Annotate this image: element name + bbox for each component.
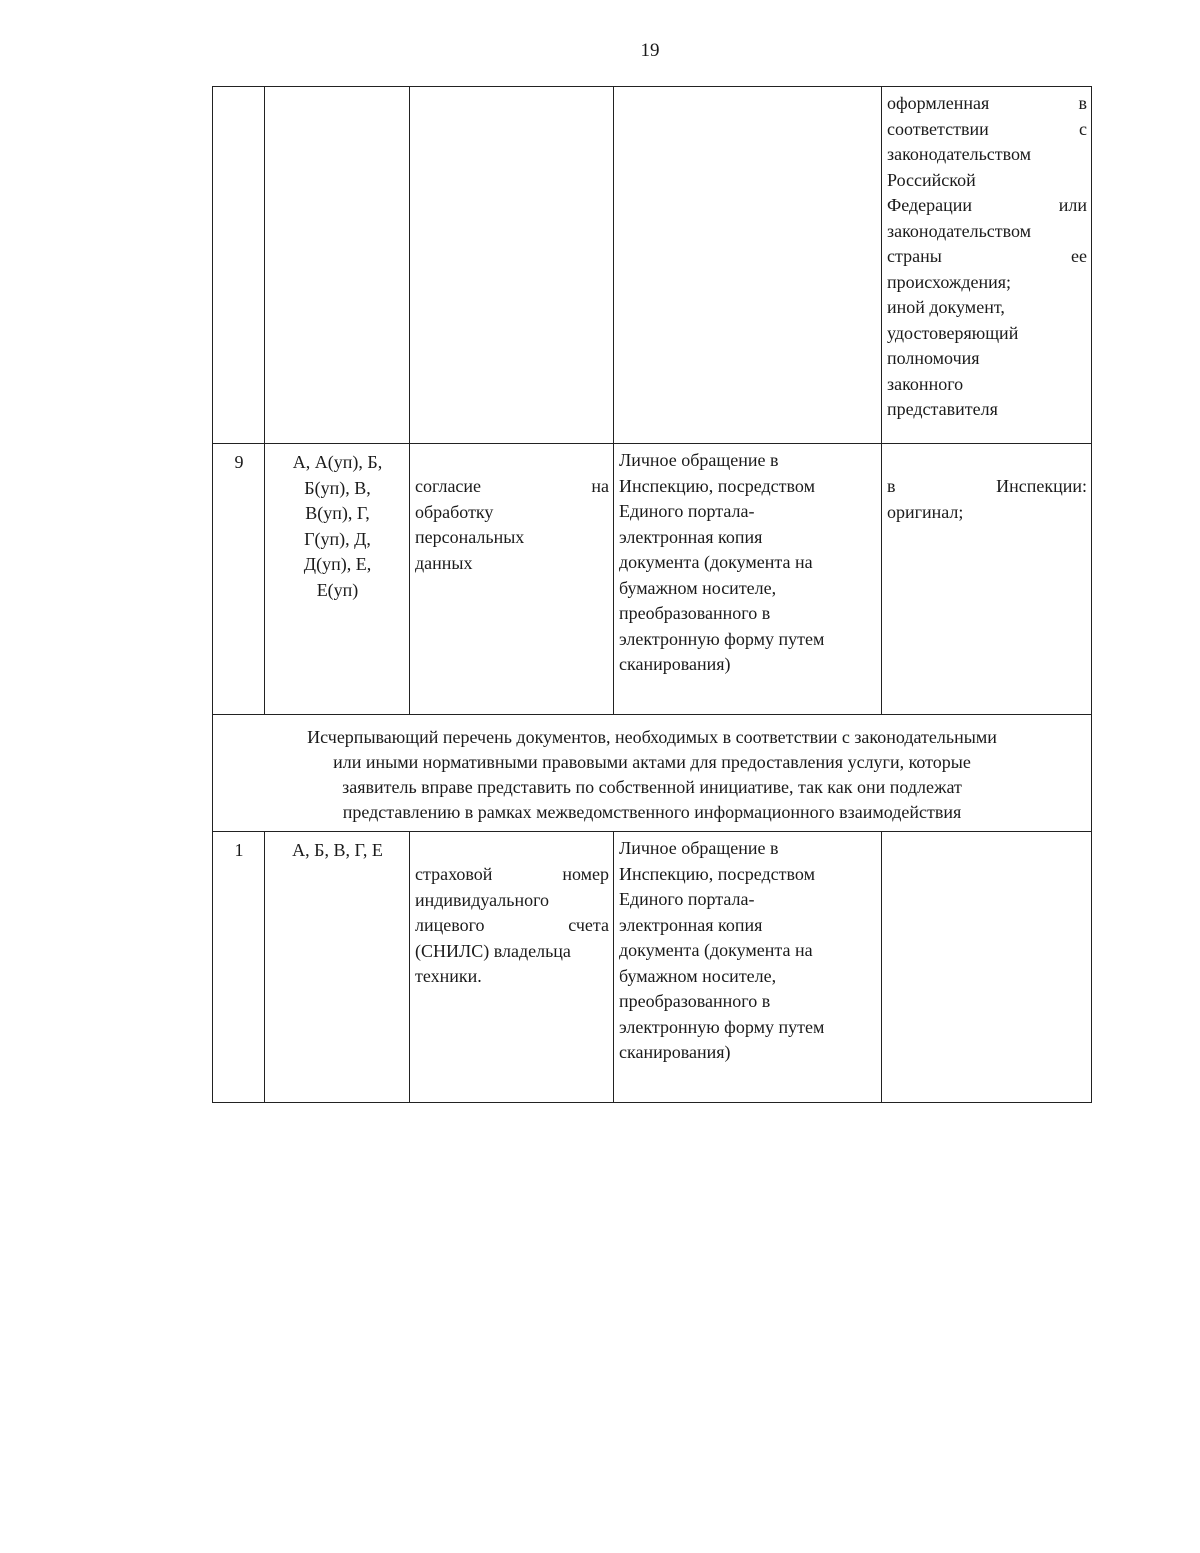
text-line: Инспекцию, посредством bbox=[619, 863, 815, 884]
text-word: индивидуального bbox=[415, 889, 550, 910]
text-line bbox=[415, 964, 609, 990]
text-line bbox=[887, 193, 1087, 219]
section-header bbox=[213, 715, 1092, 832]
cell-submission bbox=[614, 87, 882, 444]
text-word: представителя bbox=[887, 399, 998, 419]
text-word: оригинал; bbox=[887, 501, 964, 522]
text-word: происхождения; bbox=[887, 271, 1012, 292]
cell-number bbox=[213, 87, 265, 444]
text-word: или bbox=[1058, 195, 1087, 215]
text-line: сканирования) bbox=[619, 654, 731, 674]
text-line bbox=[887, 346, 1087, 372]
text-line: документа (документа на bbox=[619, 940, 813, 960]
text-word: полномочия bbox=[887, 348, 980, 368]
text-word: удостоверяющий bbox=[887, 322, 1019, 343]
text-line bbox=[887, 270, 1087, 296]
text-line: Д(уп), Е, bbox=[303, 554, 372, 574]
text-line bbox=[887, 117, 1087, 143]
text-word: лицевого bbox=[415, 915, 485, 935]
text-line: бумажном носителе, bbox=[619, 577, 777, 598]
text-word: оформленная bbox=[887, 93, 990, 113]
text-line bbox=[415, 525, 609, 551]
cell-form bbox=[882, 444, 1092, 715]
text-line bbox=[415, 888, 609, 914]
text-line: А, Б, В, Г, Е bbox=[292, 840, 383, 860]
cell-submission bbox=[614, 444, 882, 715]
text-line bbox=[415, 474, 609, 500]
text-word: в bbox=[1078, 93, 1087, 113]
text-word: страховой bbox=[415, 864, 493, 884]
documents-table bbox=[212, 86, 1092, 1103]
text-line: Г(уп), Д, bbox=[304, 528, 371, 549]
text-line bbox=[887, 397, 1087, 423]
cell-categories bbox=[265, 444, 410, 715]
text-line: Е(уп) bbox=[316, 579, 359, 600]
cell-submission bbox=[614, 832, 882, 1103]
text-word: с bbox=[1079, 118, 1087, 139]
text-line: Единого портала- bbox=[619, 501, 755, 521]
text-word: согласие bbox=[415, 476, 482, 496]
text-word: ее bbox=[1071, 246, 1087, 266]
text-word: (СНИЛС) владельца bbox=[415, 940, 571, 961]
cell-form bbox=[882, 87, 1092, 444]
text-word: обработку bbox=[415, 501, 494, 522]
text-line bbox=[887, 474, 1087, 500]
text-line: Личное обращение в bbox=[619, 838, 779, 858]
text-word: техники. bbox=[415, 966, 482, 986]
text-line bbox=[887, 500, 1087, 526]
cell-form bbox=[882, 832, 1092, 1103]
text-line: бумажном носителе, bbox=[619, 965, 777, 986]
text-word: законодательством bbox=[887, 144, 1032, 164]
text-line: или иными нормативными правовыми актами для предоставления услуги, которые bbox=[333, 752, 971, 772]
text-word: соответствии bbox=[887, 118, 989, 139]
text-line: заявитель вправе представить по собственной инициативе, так как они подлежат bbox=[342, 777, 962, 797]
text-line bbox=[887, 295, 1087, 321]
text-word: Российской bbox=[887, 169, 976, 190]
text-word: данных bbox=[415, 552, 473, 573]
cell-categories bbox=[265, 832, 410, 1103]
text-word: персональных bbox=[415, 527, 525, 547]
text-line: электронную форму путем bbox=[619, 1016, 825, 1037]
text-line: Личное обращение в bbox=[619, 450, 779, 470]
text-line: А, А(уп), Б, bbox=[292, 452, 383, 472]
text-line bbox=[415, 862, 609, 888]
text-line bbox=[415, 913, 609, 939]
cell-document bbox=[410, 87, 614, 444]
text-word: Инспекции: bbox=[996, 476, 1087, 496]
text-line: электронная копия bbox=[619, 914, 763, 935]
table-row-1 bbox=[213, 832, 1092, 1103]
text-line: Исчерпывающий перечень документов, необходимых в соответствии с законодательными bbox=[307, 727, 997, 747]
text-line: представлению в рамках межведомственного информационного взаимодействия bbox=[342, 802, 962, 822]
cell-document bbox=[410, 444, 614, 715]
text-line bbox=[887, 142, 1087, 168]
text-word: Федерации bbox=[887, 195, 973, 215]
text-word: иной документ, bbox=[887, 297, 1005, 317]
text-word: законодательством bbox=[887, 220, 1032, 241]
cell-number: 1 bbox=[213, 832, 265, 1103]
table-row-continued bbox=[213, 87, 1092, 444]
text-line bbox=[415, 500, 609, 526]
text-line bbox=[887, 372, 1087, 398]
text-line: преобразованного в bbox=[619, 603, 771, 623]
text-word: номер bbox=[562, 864, 609, 884]
text-line: В(уп), Г, bbox=[305, 503, 370, 523]
text-word: страны bbox=[887, 246, 942, 266]
text-line bbox=[887, 91, 1087, 117]
cell-number: 9 bbox=[213, 444, 265, 715]
text-line: электронную форму путем bbox=[619, 628, 825, 649]
table-row-9 bbox=[213, 444, 1092, 715]
text-line: преобразованного в bbox=[619, 991, 771, 1011]
text-line: Б(уп), В, bbox=[304, 477, 371, 498]
text-line: документа (документа на bbox=[619, 552, 813, 572]
page-number: 19 bbox=[640, 40, 660, 61]
text-line bbox=[887, 321, 1087, 347]
text-line bbox=[887, 219, 1087, 245]
text-line bbox=[887, 244, 1087, 270]
text-word: счета bbox=[568, 915, 609, 935]
cell-document bbox=[410, 832, 614, 1103]
text-word: законного bbox=[887, 373, 964, 394]
text-word: в bbox=[887, 476, 896, 496]
text-line: сканирования) bbox=[619, 1042, 731, 1062]
text-line: Инспекцию, посредством bbox=[619, 475, 815, 496]
text-line: Единого портала- bbox=[619, 889, 755, 909]
text-line bbox=[415, 551, 609, 577]
cell-categories bbox=[265, 87, 410, 444]
text-line: электронная копия bbox=[619, 526, 763, 547]
text-line bbox=[887, 168, 1087, 194]
section-header-row bbox=[213, 715, 1092, 832]
text-line bbox=[415, 939, 609, 965]
text-word: на bbox=[591, 476, 609, 496]
